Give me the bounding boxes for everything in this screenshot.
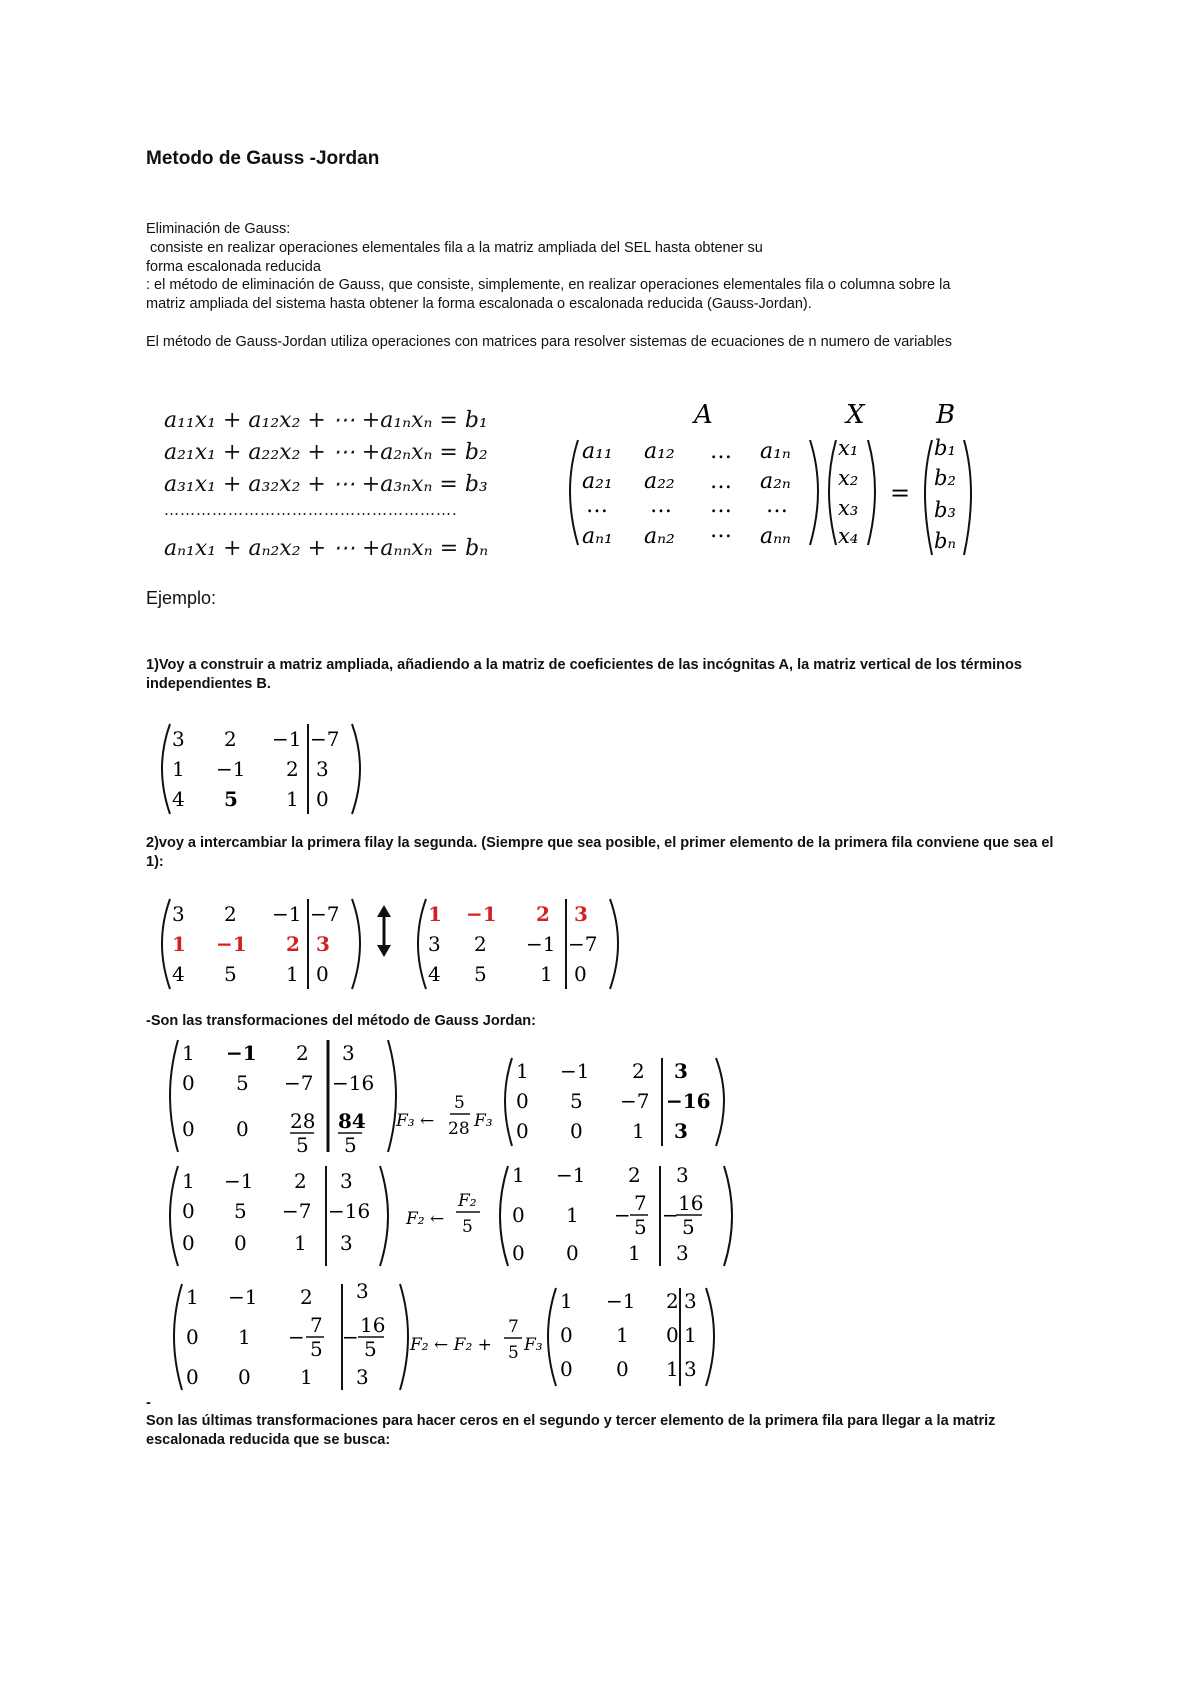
svg-text:a₁ₙ: a₁ₙ bbox=[760, 439, 791, 464]
svg-text:aₙ₁: aₙ₁ bbox=[582, 524, 613, 549]
operation-1 bbox=[395, 1093, 493, 1139]
step-4-text: Son las últimas transformaciones para hacer ceros en el segundo y tercer elemento de la primera fila para llegar a la matriz escalonada reducida que se busca: bbox=[146, 1413, 996, 1448]
svg-text:=: = bbox=[890, 479, 911, 507]
page-title: Metodo de Gauss -Jordan bbox=[146, 148, 380, 169]
svg-text:−16: −16 bbox=[666, 1089, 711, 1113]
intro-heading: Eliminación de Gauss: bbox=[146, 221, 291, 237]
svg-text:1: 1 bbox=[238, 1325, 251, 1349]
svg-text:b₂: b₂ bbox=[934, 466, 956, 490]
svg-text:…: … bbox=[710, 493, 732, 518]
svg-text:1: 1 bbox=[516, 1059, 529, 1083]
svg-text:x₁: x₁ bbox=[838, 436, 859, 460]
svg-text:3: 3 bbox=[684, 1357, 697, 1381]
svg-text:2: 2 bbox=[224, 902, 237, 926]
step-4-dash: - bbox=[146, 1395, 151, 1411]
svg-text:5: 5 bbox=[296, 1133, 309, 1156]
svg-text:1: 1 bbox=[428, 902, 442, 926]
transformation-2 bbox=[162, 1160, 742, 1272]
svg-text:bₙ: bₙ bbox=[934, 529, 956, 553]
svg-text:2: 2 bbox=[286, 757, 299, 781]
svg-text:b₁: b₁ bbox=[934, 436, 956, 460]
svg-text:5: 5 bbox=[344, 1133, 357, 1156]
svg-text:−16: −16 bbox=[328, 1199, 371, 1223]
svg-text:5: 5 bbox=[634, 1215, 647, 1239]
transformation-1 bbox=[162, 1036, 742, 1156]
svg-text:…: … bbox=[766, 493, 788, 518]
intro-line-4: matriz ampliada del sistema hasta obtener la forma escalonada o escalonada reducida (Gauss-Jordan). bbox=[146, 296, 812, 312]
svg-text:1: 1 bbox=[300, 1365, 313, 1389]
svg-text:−: − bbox=[662, 1203, 679, 1227]
svg-text:…: … bbox=[710, 518, 732, 543]
svg-text:1: 1 bbox=[172, 932, 186, 956]
svg-text:a₁₁: a₁₁ bbox=[582, 439, 613, 464]
svg-text:0: 0 bbox=[516, 1089, 529, 1113]
svg-text:3: 3 bbox=[676, 1241, 689, 1265]
svg-text:0: 0 bbox=[234, 1231, 247, 1255]
svg-text:1: 1 bbox=[560, 1289, 573, 1313]
svg-text:3: 3 bbox=[172, 727, 185, 751]
svg-text:a₂ₙ: a₂ₙ bbox=[760, 469, 791, 494]
svg-text:0: 0 bbox=[512, 1203, 525, 1227]
svg-text:−7: −7 bbox=[310, 902, 340, 926]
svg-text:3: 3 bbox=[356, 1279, 369, 1303]
label-a: A bbox=[694, 400, 713, 430]
svg-text:5: 5 bbox=[234, 1199, 247, 1223]
svg-text:−1: −1 bbox=[606, 1289, 636, 1313]
operation-3 bbox=[409, 1317, 543, 1363]
svg-text:28: 28 bbox=[290, 1109, 316, 1133]
svg-text:…: … bbox=[650, 493, 672, 518]
svg-text:−1: −1 bbox=[216, 757, 246, 781]
svg-text:0: 0 bbox=[666, 1323, 679, 1347]
svg-text:1: 1 bbox=[628, 1241, 641, 1265]
svg-text:5: 5 bbox=[364, 1337, 377, 1361]
svg-text:2: 2 bbox=[628, 1163, 641, 1187]
svg-text:0: 0 bbox=[186, 1365, 199, 1389]
svg-text:…: … bbox=[710, 439, 732, 464]
transformation-3 bbox=[166, 1278, 746, 1394]
svg-text:5: 5 bbox=[570, 1089, 583, 1113]
svg-text:3: 3 bbox=[574, 902, 588, 926]
svg-text:5: 5 bbox=[508, 1343, 519, 1363]
svg-text:−1: −1 bbox=[466, 902, 497, 926]
svg-text:2: 2 bbox=[474, 932, 487, 956]
step-1-text: 1)Voy a construir a matriz ampliada, añadiendo a la matriz de coeficientes de las incógnitas A, la matriz vertical de los términos independientes B. bbox=[146, 657, 1022, 692]
swap-arrow-icon bbox=[377, 905, 391, 957]
svg-text:5: 5 bbox=[310, 1337, 323, 1361]
svg-text:F₃: F₃ bbox=[474, 1111, 493, 1131]
svg-text:−: − bbox=[288, 1325, 305, 1349]
svg-text:0: 0 bbox=[574, 962, 587, 986]
svg-text:−1: −1 bbox=[226, 1041, 257, 1065]
intro-line-1: consiste en realizar operaciones elementales fila a la matriz ampliada del SEL hasta obtener su bbox=[146, 240, 763, 256]
svg-text:F₂: F₂ bbox=[458, 1191, 477, 1211]
svg-text:x₃: x₃ bbox=[838, 496, 859, 520]
svg-text:2: 2 bbox=[300, 1285, 313, 1309]
svg-text:1: 1 bbox=[186, 1285, 199, 1309]
svg-text:84: 84 bbox=[338, 1109, 366, 1133]
svg-text:−1: −1 bbox=[272, 727, 302, 751]
svg-text:−1: −1 bbox=[216, 932, 247, 956]
svg-text:0: 0 bbox=[316, 787, 329, 811]
svg-text:4: 4 bbox=[172, 962, 185, 986]
svg-text:−16: −16 bbox=[332, 1071, 375, 1095]
row-swap-diagram bbox=[156, 893, 636, 993]
svg-text:3: 3 bbox=[428, 932, 441, 956]
svg-text:7: 7 bbox=[508, 1317, 519, 1337]
system-eq-2: a₂₁x₁ + a₂₂x₂ + ⋯ +a₂ₙxₙ = b₂ bbox=[164, 440, 488, 465]
svg-text:0: 0 bbox=[560, 1323, 573, 1347]
svg-text:0: 0 bbox=[570, 1119, 583, 1143]
svg-text:F₃: F₃ bbox=[524, 1335, 543, 1355]
svg-text:−7: −7 bbox=[620, 1089, 650, 1113]
svg-text:a₂₂: a₂₂ bbox=[644, 469, 675, 494]
svg-text:2: 2 bbox=[536, 902, 550, 926]
svg-text:a₂₁: a₂₁ bbox=[582, 469, 613, 494]
system-eq-n: aₙ₁x₁ + aₙ₂x₂ + ⋯ +aₙₙxₙ = bₙ bbox=[164, 536, 489, 561]
label-x: X bbox=[846, 400, 865, 430]
svg-text:F₂ ← F₂ +: F₂ ← F₂ + bbox=[410, 1335, 492, 1355]
svg-text:…: … bbox=[586, 493, 608, 518]
svg-text:4: 4 bbox=[172, 787, 185, 811]
svg-text:3: 3 bbox=[316, 932, 330, 956]
svg-text:−1: −1 bbox=[228, 1285, 258, 1309]
svg-text:1: 1 bbox=[616, 1323, 629, 1347]
svg-text:1: 1 bbox=[286, 787, 299, 811]
svg-text:5: 5 bbox=[224, 962, 237, 986]
svg-text:1: 1 bbox=[286, 962, 299, 986]
example-label: Ejemplo: bbox=[146, 588, 217, 608]
svg-text:1: 1 bbox=[172, 757, 185, 781]
svg-text:5: 5 bbox=[682, 1215, 695, 1239]
svg-text:3: 3 bbox=[172, 902, 185, 926]
system-eq-1: a₁₁x₁ + a₁₂x₂ + ⋯ +a₁ₙxₙ = b₁ bbox=[164, 408, 488, 433]
svg-text:1: 1 bbox=[666, 1357, 679, 1381]
svg-text:−7: −7 bbox=[282, 1199, 312, 1223]
svg-text:4: 4 bbox=[428, 962, 441, 986]
svg-text:0: 0 bbox=[560, 1357, 573, 1381]
svg-text:1: 1 bbox=[512, 1163, 525, 1187]
svg-text:0: 0 bbox=[616, 1357, 629, 1381]
svg-text:3: 3 bbox=[340, 1231, 353, 1255]
svg-text:0: 0 bbox=[238, 1365, 251, 1389]
step-3-text: -Son las transformaciones del método de Gauss Jordan: bbox=[146, 1013, 536, 1029]
matrix-form-diagram bbox=[560, 395, 1000, 565]
svg-text:2: 2 bbox=[294, 1169, 307, 1193]
svg-text:0: 0 bbox=[182, 1117, 195, 1141]
svg-text:1: 1 bbox=[294, 1231, 307, 1255]
svg-text:aₙ₂: aₙ₂ bbox=[644, 524, 675, 549]
svg-text:3: 3 bbox=[684, 1289, 697, 1313]
svg-text:b₃: b₃ bbox=[934, 498, 956, 522]
svg-text:1: 1 bbox=[566, 1203, 579, 1227]
svg-text:0: 0 bbox=[516, 1119, 529, 1143]
svg-text:0: 0 bbox=[566, 1241, 579, 1265]
svg-text:0: 0 bbox=[182, 1071, 195, 1095]
augmented-matrix-1 bbox=[156, 718, 376, 818]
system-dots: ………………………………………………. bbox=[164, 501, 458, 519]
svg-text:2: 2 bbox=[666, 1289, 679, 1313]
svg-text:1: 1 bbox=[540, 962, 553, 986]
svg-text:−: − bbox=[614, 1203, 631, 1227]
svg-text:5: 5 bbox=[474, 962, 487, 986]
operation-2 bbox=[405, 1191, 480, 1237]
step-2-text: 2)voy a intercambiar la primera filay la segunda. (Siempre que sea posible, el primer elemento de la primera fila conviene que sea el 1): bbox=[146, 835, 1054, 870]
svg-text:16: 16 bbox=[678, 1191, 704, 1215]
svg-text:7: 7 bbox=[310, 1313, 323, 1337]
svg-text:16: 16 bbox=[360, 1313, 386, 1337]
svg-text:1: 1 bbox=[182, 1169, 195, 1193]
svg-text:3: 3 bbox=[316, 757, 329, 781]
svg-text:3: 3 bbox=[674, 1059, 688, 1083]
system-eq-3: a₃₁x₁ + a₃₂x₂ + ⋯ +a₃ₙxₙ = b₃ bbox=[164, 472, 488, 497]
svg-text:−1: −1 bbox=[556, 1163, 586, 1187]
svg-text:2: 2 bbox=[296, 1041, 309, 1065]
svg-text:F₂ ←: F₂ ← bbox=[406, 1209, 445, 1229]
intro-line-2: forma escalonada reducida bbox=[146, 259, 321, 275]
svg-text:3: 3 bbox=[674, 1119, 688, 1143]
svg-text:−: − bbox=[342, 1325, 359, 1349]
linear-system bbox=[164, 405, 488, 565]
svg-text:−7: −7 bbox=[284, 1071, 314, 1095]
svg-text:0: 0 bbox=[182, 1231, 195, 1255]
svg-text:5: 5 bbox=[236, 1071, 249, 1095]
svg-text:−7: −7 bbox=[568, 932, 598, 956]
svg-text:0: 0 bbox=[236, 1117, 249, 1141]
svg-text:F₃ ←: F₃ ← bbox=[396, 1111, 435, 1131]
svg-text:aₙₙ: aₙₙ bbox=[760, 524, 791, 549]
svg-text:x₂: x₂ bbox=[838, 466, 859, 490]
svg-text:1: 1 bbox=[632, 1119, 645, 1143]
svg-text:2: 2 bbox=[286, 932, 300, 956]
svg-text:0: 0 bbox=[186, 1325, 199, 1349]
svg-text:1: 1 bbox=[182, 1041, 195, 1065]
svg-text:…: … bbox=[710, 469, 732, 494]
svg-text:−1: −1 bbox=[224, 1169, 254, 1193]
svg-text:28: 28 bbox=[448, 1119, 470, 1139]
svg-text:−1: −1 bbox=[526, 932, 556, 956]
svg-text:1: 1 bbox=[684, 1323, 697, 1347]
svg-text:5: 5 bbox=[224, 787, 238, 811]
svg-text:5: 5 bbox=[454, 1093, 465, 1113]
label-b: B bbox=[936, 400, 956, 430]
svg-text:3: 3 bbox=[342, 1041, 355, 1065]
svg-text:3: 3 bbox=[340, 1169, 353, 1193]
svg-text:−7: −7 bbox=[310, 727, 340, 751]
svg-text:a₁₂: a₁₂ bbox=[644, 439, 675, 464]
svg-text:5: 5 bbox=[462, 1217, 473, 1237]
svg-text:3: 3 bbox=[356, 1365, 369, 1389]
svg-text:0: 0 bbox=[512, 1241, 525, 1265]
svg-text:−1: −1 bbox=[560, 1059, 590, 1083]
svg-text:0: 0 bbox=[316, 962, 329, 986]
svg-text:0: 0 bbox=[182, 1199, 195, 1223]
svg-text:7: 7 bbox=[634, 1191, 647, 1215]
svg-text:2: 2 bbox=[632, 1059, 645, 1083]
svg-text:−1: −1 bbox=[272, 902, 302, 926]
svg-text:2: 2 bbox=[224, 727, 237, 751]
svg-text:3: 3 bbox=[676, 1163, 689, 1187]
svg-text:x₄: x₄ bbox=[838, 524, 859, 548]
intro-line-5: El método de Gauss-Jordan utiliza operaciones con matrices para resolver sistemas de ecuaciones de n numero de variables bbox=[146, 334, 952, 350]
intro-line-3: : el método de eliminación de Gauss, que consiste, simplemente, en realizar operaciones elementales fila o columna sobre la bbox=[146, 277, 951, 293]
